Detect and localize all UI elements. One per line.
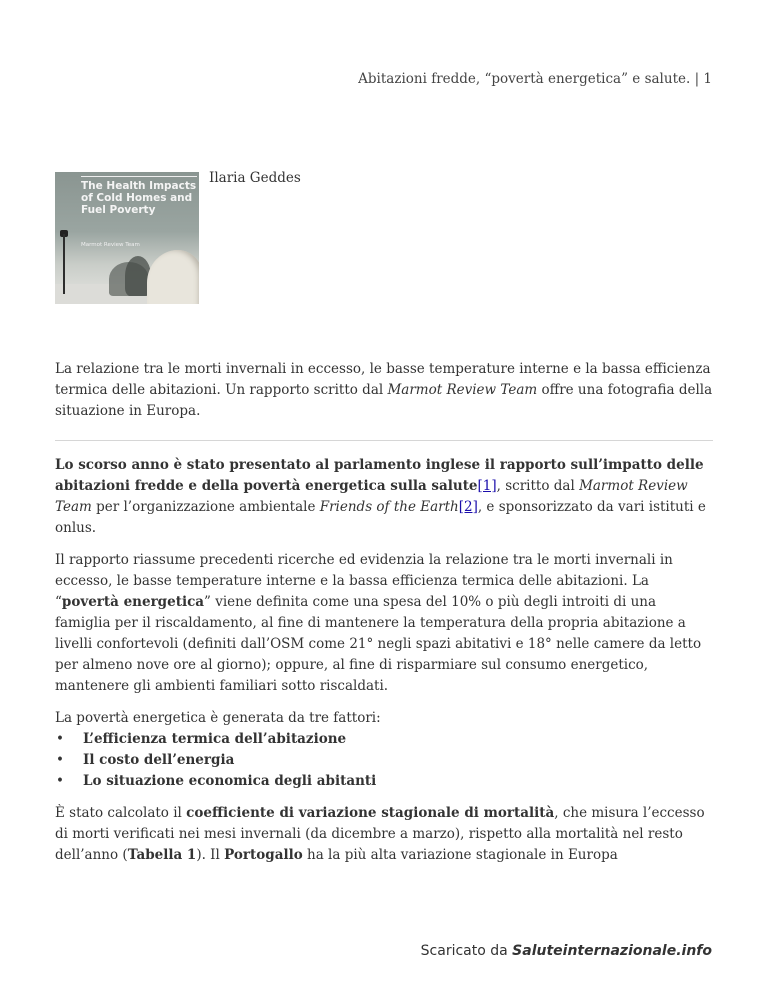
cover-title: The Health Impacts of Cold Homes and Fuel Poverty xyxy=(81,180,197,216)
p4-text: , che misura l’eccesso di morti verificati nei mesi invernali (da dicembre a marzo), rispetto alla mortalità nel resto dell’anno ( xyxy=(55,805,705,863)
article-body xyxy=(55,359,713,866)
section-divider xyxy=(55,440,713,441)
p1-text: , scritto dal xyxy=(496,478,580,494)
p2-text: Il rapporto riassume precedenti ricerche ed evidenzia la relazione tra le morti invernali in eccesso, le basse temperature interne e la bassa efficienza termica delle abitazioni. La “ xyxy=(55,552,673,610)
p4-text: ). Il xyxy=(196,847,225,863)
running-header: Abitazioni fredde, “povertà energetica” e salute. | 1 xyxy=(358,71,712,87)
footer-prefix: Scaricato da xyxy=(420,943,513,959)
intro-text: offre una fotografia della situazione in Europa. xyxy=(55,382,713,419)
intro-emphasis: Marmot Review Team xyxy=(387,382,538,398)
p1-bold-text: Lo scorso anno è stato presentato al parlamento inglese il rapporto sull’impatto delle abitazioni fredde e della povertà energetica sulla salute xyxy=(55,457,704,494)
p1-text: , e sponsorizzato da vari istituti e onlus. xyxy=(55,499,706,536)
list-item xyxy=(55,771,713,792)
bullet-icon: • xyxy=(56,731,64,747)
cover-subtitle: Marmot Review Team xyxy=(81,242,140,248)
list-item-text: L’efficienza termica dell’abitazione xyxy=(83,731,347,747)
cover-rule xyxy=(81,176,197,177)
factors-list xyxy=(55,729,713,792)
cover-lamp-post xyxy=(63,234,65,294)
p1-emphasis: Friends of the Earth xyxy=(319,499,459,515)
p4-text: ha la più alta variazione stagionale in Europa xyxy=(302,847,618,863)
p1-emphasis: Marmot Review Team xyxy=(55,478,688,515)
footer-site-name: Saluteinternazionale.info xyxy=(512,943,712,959)
footnote-link-1[interactable]: [1] xyxy=(477,478,497,494)
paragraph-1 xyxy=(55,455,713,539)
page-footer xyxy=(421,943,712,959)
p1-text: per l’organizzazione ambientale xyxy=(91,499,320,515)
intro-text: La relazione tra le morti invernali in eccesso, le basse temperature interne e la bassa efficienza termica delle abitazioni. Un rapporto scritto dal xyxy=(55,361,711,398)
paragraph-2 xyxy=(55,550,713,697)
p4-bold-text: Tabella 1 xyxy=(127,847,197,863)
list-item xyxy=(55,729,713,750)
report-cover-image xyxy=(55,172,199,304)
p4-bold-text: Portogallo xyxy=(224,847,303,863)
author-name: Ilaria Geddes xyxy=(209,170,301,186)
bullet-icon: • xyxy=(56,773,64,789)
cover-snow-mound xyxy=(147,250,199,304)
p4-bold-text: coefficiente di variazione stagionale di mortalità xyxy=(186,805,555,821)
paragraph-4 xyxy=(55,803,713,866)
article-intro xyxy=(55,359,713,422)
list-item-text: Il costo dell’energia xyxy=(83,752,235,768)
p2-text: ” viene definita come una spesa del 10% o più degli introiti di una famiglia per il riscaldamento, al fine di mantenere la temperatura della propria abitazione a livelli confortevoli (definiti dall’OSM come 21° negli spazi abitativi e 18° nelle camere da letto per almeno nove ore al giorno); oppure, al fine di risparmiare sul consumo energetico, mantenere gli ambienti familiari sotto riscaldati. xyxy=(55,594,702,694)
p4-text: È stato calcolato il xyxy=(55,805,187,821)
footnote-link-2[interactable]: [2] xyxy=(458,499,478,515)
p2-bold-text: povertà energetica xyxy=(61,594,205,610)
paragraph-3-lead: La povertà energetica è generata da tre fattori: xyxy=(55,710,381,726)
bullet-icon: • xyxy=(56,752,64,768)
list-item-text: Lo situazione economica degli abitanti xyxy=(83,773,377,789)
list-item xyxy=(55,750,713,771)
